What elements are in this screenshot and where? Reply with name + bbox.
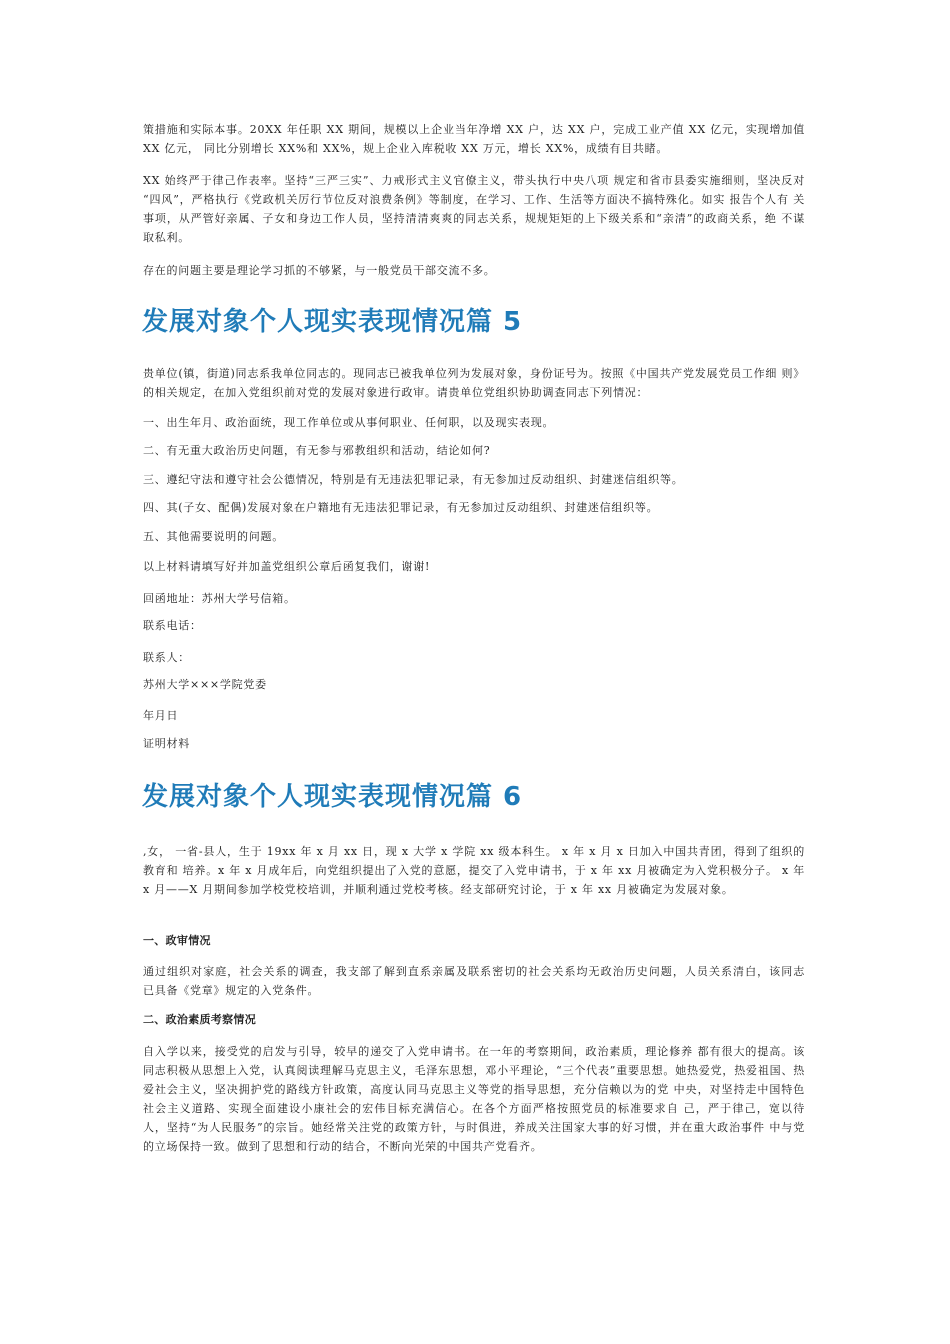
contact-phone: 联系电话：: [143, 619, 202, 632]
proof-material: 证明材料: [143, 737, 190, 750]
section-5-title: 发展对象个人现实表现情况篇 5: [142, 307, 523, 337]
contact-person: 联系人：: [143, 651, 190, 664]
intro-paragraph: XX 始终严于律己作表率。坚持“三严三实”、力戒形式主义官僚主义，带头执行中央八项 规定和省市县委实施细则，坚决反对 “四风”，严格执行《党政机关厉行节位反对浪费条例》等制度，在学习、工作、生活等方面决不搞特殊化。如实 报告个人有 关事项，从严管好亲属、子女和身边工作人员，坚持清清爽爽的同志关系，规规矩矩的上下级关系和“亲清”的政商关系，绝 不谋取私利。: [143, 174, 805, 244]
section-5-item: 三、遵纪守法和遵守社会公德情况，特别是有无违法犯罪记录，有无参加过反动组织、封建迷信组织等。: [143, 473, 684, 486]
section-5-paragraph: 以上材料请填写好并加盖党组织公章后函复我们，谢谢!: [143, 560, 431, 573]
section-6-title: 发展对象个人现实表现情况篇 6: [142, 782, 523, 812]
section-6-paragraph-2: 自入学以来，接受党的启发与引导，较早的递交了入党申请书。在一年的考察期间，政治素质，理论修养 都有很大的提高。该同志积极从思想上入党，认真阅读理解马克思主义，毛泽东思想，邓小平理论，“三个代表”重要思想。她热爱党，热爱祖国、热爱社会主义，坚决拥护党的路线方针政策，高度认同马克思主义等党的指导思想，充分信赖以为的党 中央，对坚持走中国特色社会主义道路、实现全面建设小康社会的宏伟目标充满信心。在各个方面严格按照党员的标准要求自 己，严于律己，宽以待人，坚持“为人民服务”的宗旨。她经常关注党的政策方针，与时俱进，养成关注国家大事的好习惯，并在重大政治事件 中与党的立场保持一致。做到了思想和行动的结合，不断向光荣的中国共产党看齐。: [143, 1045, 805, 1153]
intro-paragraph: 策措施和实际本事。20XX 年任职 XX 期间，规模以上企业当年净增 XX 户，达 XX 户，完成工业产值 XX 亿元，实现增加值 XX 亿元， 同比分别增长 XX%和 XX%，规上企业入库税收 XX 万元，增长 XX%，成绩有目共睹。: [143, 123, 805, 155]
section-5-item: 四、其(子女、配偶)发展对象在户籍地有无违法犯罪记录，有无参加过反动组织、封建迷信组织等。: [143, 501, 659, 514]
intro-paragraph: 存在的问题主要是理论学习抓的不够紧，与一般党员干部交流不多。: [143, 264, 496, 277]
date-line: 年月日: [143, 709, 179, 722]
signatory: 苏州大学×××学院党委: [143, 678, 267, 691]
section-5-item: 二、有无重大政治历史问题，有无参与邪教组织和活动，结论如何?: [143, 444, 491, 457]
section-6-intro: ,女， 一省-县人，生于 19xx 年 x 月 xx 日，现 x 大学 x 学院 xx 级本科生。 x 年 x 月 x 日加入中国共青团，得到了组织的教育和 培养。x 年 x 月成年后，向党组织提出了入党的意愿，提交了入党申请书，于 x 年 xx 月被确定为入党积极分子。 x 年 x 月——X 月期间参加学校党校培训，并顺利通过党校考核。经支部研究讨论，于 x 年 xx 月被确定为发展对象。: [143, 845, 805, 896]
section-5-paragraph: 贵单位(镇，街道)同志系我单位同志的。现同志已被我单位列为发展对象，身份证号为。按照《中国共产党发展党员工作细 则》的相关规定，在加入党组织前对党的发展对象进行政审。请贵单位党组织协助调查同志下列情况：: [143, 367, 805, 399]
section-5-item: 一、出生年月、政治面统，现工作单位或从事何职业、任何职，以及现实表现。: [143, 416, 555, 429]
return-address: 回函地址：苏州大学号信箱。: [143, 592, 296, 605]
section-6-paragraph-1: 通过组织对家庭，社会关系的调查，我支部了解到直系亲属及联系密切的社会关系均无政治历史问题，人员关系清白，该同志 已具备《党章》规定的入党条件。: [143, 965, 805, 997]
section-6-heading-1: 一、政审情况: [143, 934, 211, 947]
section-5-item: 五、其他需要说明的问题。: [143, 530, 284, 543]
section-6-heading-2: 二、政治素质考察情况: [143, 1013, 256, 1026]
